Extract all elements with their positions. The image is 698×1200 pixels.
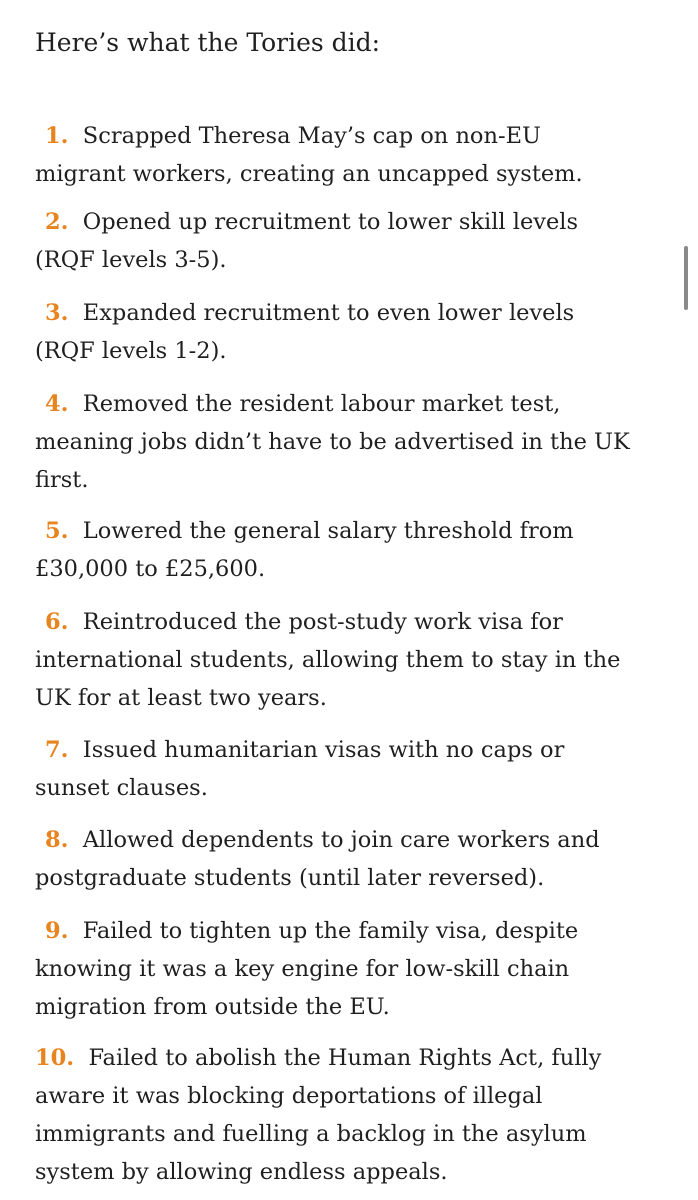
- item-text-line: aware it was blocking deportations of illegal: [35, 1083, 543, 1109]
- item-text-line: Reintroduced the post-study work visa for: [68, 609, 563, 635]
- list-item: [35, 512, 574, 588]
- list-item: [35, 294, 574, 370]
- item-number: 7.: [45, 737, 69, 763]
- item-text-line: first.: [35, 467, 89, 493]
- intro-heading: Here’s what the Tories did:: [35, 28, 381, 57]
- item-text-line: meaning jobs didn’t have to be advertised in the UK: [35, 429, 630, 455]
- item-text-line: international students, allowing them to stay in the: [35, 647, 621, 673]
- item-text-line: (RQF levels 1-2).: [35, 338, 227, 364]
- item-text-line: Removed the resident labour market test,: [68, 391, 561, 417]
- item-number: 9.: [45, 918, 69, 944]
- list-item: [35, 731, 564, 807]
- item-text-line: UK for at least two years.: [35, 685, 327, 711]
- item-text-line: migrant workers, creating an uncapped system.: [35, 161, 583, 187]
- list-item: [35, 1039, 601, 1191]
- item-number: 3.: [45, 300, 69, 326]
- item-text-line: immigrants and fuelling a backlog in the asylum: [35, 1121, 587, 1147]
- item-text-line: Expanded recruitment to even lower levels: [68, 300, 575, 326]
- item-text-line: postgraduate students (until later reversed).: [35, 865, 545, 891]
- item-text-line: Issued humanitarian visas with no caps or: [68, 737, 565, 763]
- list-item: [35, 203, 578, 279]
- item-text-line: Failed to abolish the Human Rights Act, fully: [74, 1045, 602, 1071]
- item-text-line: Scrapped Theresa May’s cap on non-EU: [68, 123, 541, 149]
- item-number: 2.: [45, 209, 69, 235]
- item-text-line: knowing it was a key engine for low-skill chain: [35, 956, 570, 982]
- item-text-line: migration from outside the EU.: [35, 994, 390, 1020]
- item-number: 8.: [45, 827, 69, 853]
- item-number: 5.: [45, 518, 69, 544]
- item-text-line: (RQF levels 3-5).: [35, 247, 227, 273]
- list-item: [35, 912, 578, 1026]
- item-text-line: Failed to tighten up the family visa, despite: [68, 918, 579, 944]
- item-number: 6.: [45, 609, 69, 635]
- item-text-line: sunset clauses.: [35, 775, 208, 801]
- item-text-line: Opened up recruitment to lower skill levels: [68, 209, 579, 235]
- item-number: 1.: [45, 123, 69, 149]
- item-text-line: Allowed dependents to join care workers and: [68, 827, 600, 853]
- item-text-line: £30,000 to £25,600.: [35, 556, 266, 582]
- list-item: [35, 603, 620, 717]
- list-item: [35, 117, 583, 193]
- item-number: 4.: [45, 391, 69, 417]
- item-text-line: Lowered the general salary threshold from: [68, 518, 574, 544]
- list-item: [35, 821, 600, 897]
- list-item: [35, 385, 630, 499]
- item-text-line: system by allowing endless appeals.: [35, 1159, 448, 1185]
- scrollbar-thumb[interactable]: [684, 246, 688, 310]
- item-number: 10.: [35, 1045, 75, 1071]
